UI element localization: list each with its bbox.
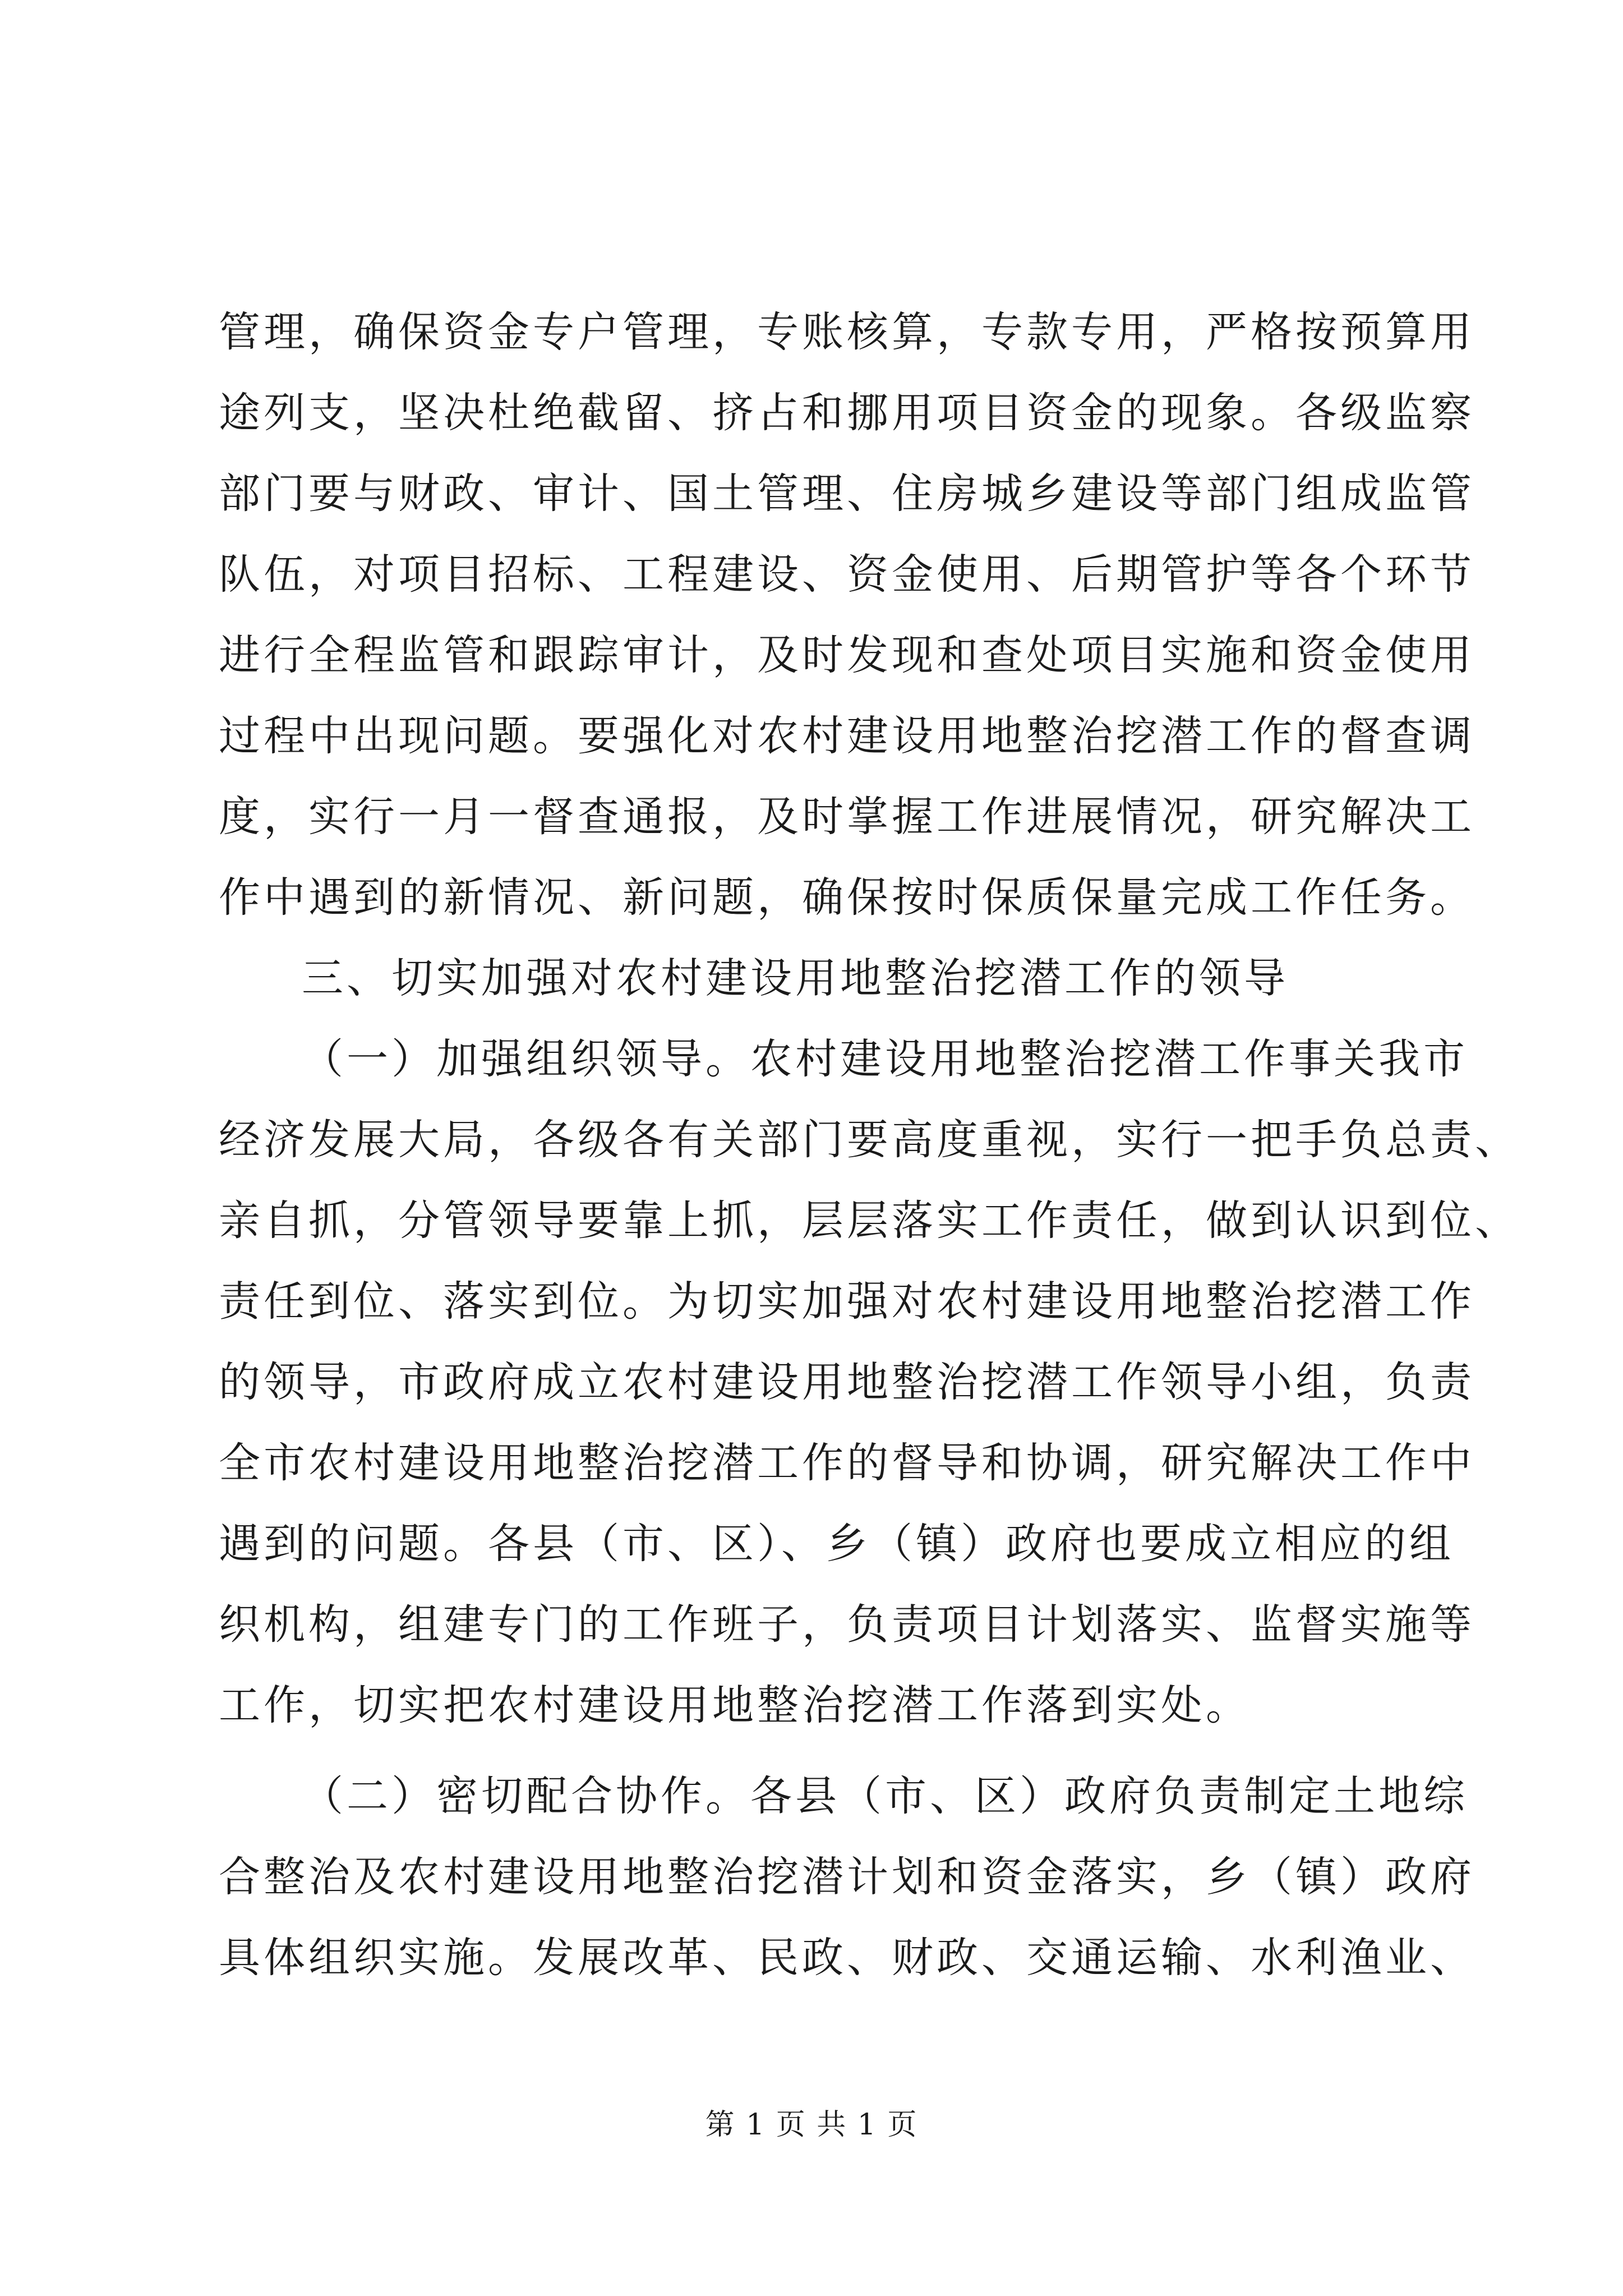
- paragraph-first-line: （二）密切配合协作。各县（市、区）政府负责制定土地综: [302, 1772, 1468, 1820]
- text-line: 度，实行一月一督查通报，及时掌握工作进展情况，研究解决工: [219, 793, 1475, 841]
- text-line: 责任到位、落实到位。为切实加强对农村建设用地整治挖潜工作: [219, 1277, 1475, 1326]
- text-line: 亲自抓，分管领导要靠上抓，层层落实工作责任，做到认识到位、: [219, 1197, 1520, 1245]
- text-line: 部门要与财政、审计、国土管理、住房城乡建设等部门组成监管: [219, 470, 1475, 518]
- text-line: 过程中出现问题。要强化对农村建设用地整治挖潜工作的督查调: [219, 712, 1475, 760]
- document-body: [219, 292, 1520, 1998]
- text-line: 织机构，组建专门的工作班子，负责项目计划落实、监督实施等: [219, 1600, 1475, 1649]
- text-line: 的领导，市政府成立农村建设用地整治挖潜工作领导小组，负责: [219, 1358, 1475, 1406]
- text-line: 途列支，坚决杜绝截留、挤占和挪用项目资金的现象。各级监察: [219, 389, 1475, 437]
- text-line: 经济发展大局，各级各有关部门要高度重视，实行一把手负总责、: [219, 1116, 1520, 1164]
- text-line: 遇到的问题。各县（市、区）、乡（镇）政府也要成立相应的组: [219, 1520, 1454, 1568]
- paragraph-first-line: （一）加强组织领导。农村建设用地整治挖潜工作事关我市: [302, 1035, 1468, 1083]
- text-line: 工作，切实把农村建设用地整治挖潜工作落到实处。: [219, 1681, 1251, 1729]
- text-line: 队伍，对项目招标、工程建设、资金使用、后期管护等各个环节: [219, 550, 1475, 599]
- text-line: 全市农村建设用地整治挖潜工作的督导和协调，研究解决工作中: [219, 1439, 1475, 1487]
- text-line: 管理，确保资金专户管理，专账核算，专款专用，严格按预算用: [219, 308, 1475, 356]
- text-line: 合整治及农村建设用地整治挖潜计划和资金落实，乡（镇）政府: [219, 1853, 1475, 1901]
- text-line: 具体组织实施。发展改革、民政、财政、交通运输、水利渔业、: [219, 1934, 1475, 1982]
- text-line: 进行全程监管和跟踪审计，及时发现和查处项目实施和资金使用: [219, 631, 1475, 679]
- page-footer: 第 1 页 共 1 页: [705, 2108, 918, 2142]
- section-heading: 三、切实加强对农村建设用地整治挖潜工作的领导: [302, 954, 1289, 1002]
- text-line: 作中遇到的新情况、新问题，确保按时保质保量完成工作任务。: [219, 873, 1475, 922]
